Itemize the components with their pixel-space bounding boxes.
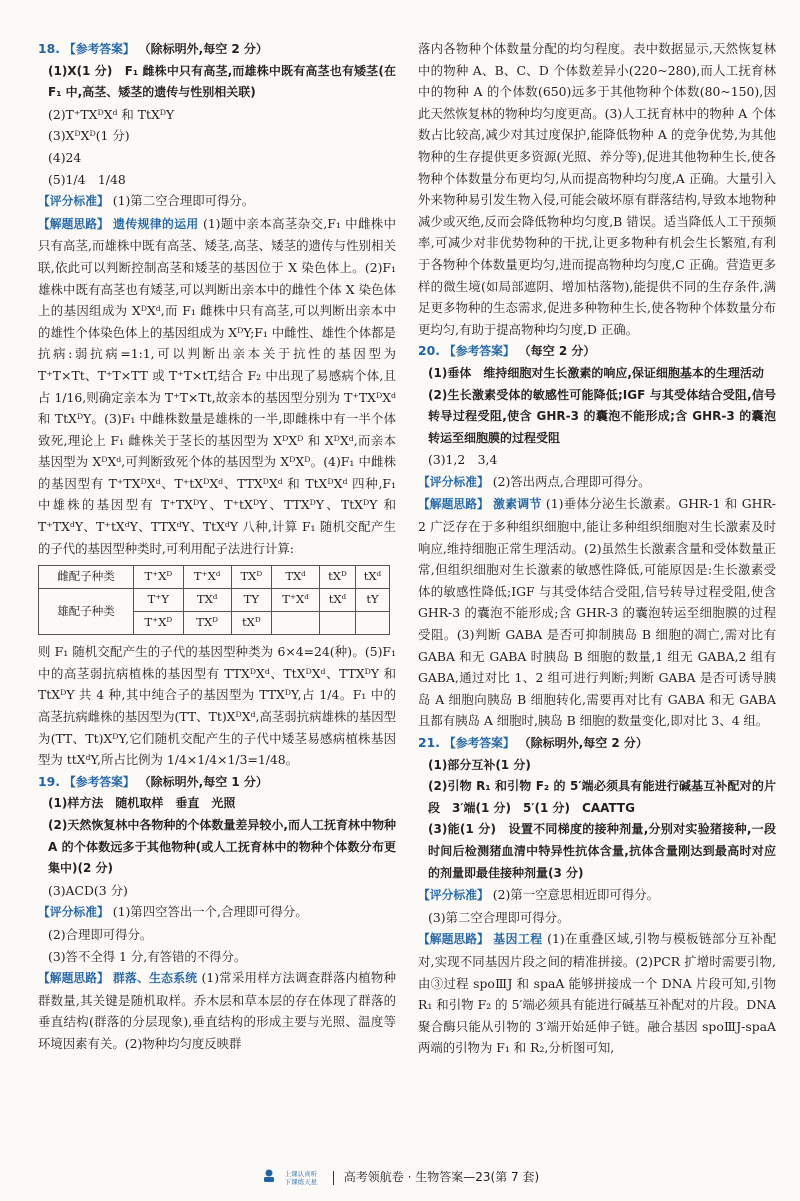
question-number: 19. — [38, 773, 60, 789]
solution-approach — [38, 213, 396, 560]
table-cell: TXᵈ — [272, 566, 320, 589]
solution-tag: 【解题思路】 — [418, 497, 489, 512]
question-number: 18. — [38, 41, 60, 56]
brand-logo-icon — [261, 1168, 277, 1187]
footer-divider — [333, 1171, 334, 1185]
topic-keyword: 群落、生态系统 — [112, 971, 198, 986]
score-note: （除标明外,每空 1 分） — [138, 774, 268, 789]
table-cell — [355, 612, 389, 635]
solution-approach — [38, 967, 396, 1054]
table-cell: TXᴰ — [183, 612, 231, 635]
answer-line: (3)ACD(3 分) — [48, 882, 128, 898]
question-number: 21. — [418, 735, 440, 750]
topic-keyword: 遗传规律的运用 — [113, 216, 199, 231]
right-column — [418, 38, 776, 1059]
scoring-standard — [38, 190, 396, 213]
answer-line: (3)XᴰXᴰ(1 分) — [48, 128, 130, 144]
answer-line: (1)垂体 维持细胞对生长激素的响应,保证细胞基本的生理活动 — [428, 365, 764, 380]
answer-line: (1)X(1 分) F₁ 雌株中只有高茎,而雄株中既有高茎也有矮茎(在 F₁ 中,高茎、矮茎的遗传与性别相关联) — [48, 63, 396, 100]
score-note: （除标明外,每空 2 分） — [138, 42, 268, 56]
table-cell: tXᴰ — [320, 566, 356, 589]
q20-header — [418, 340, 776, 363]
q21-header — [418, 732, 776, 755]
answer-line: (2)引物 R₁ 和引物 F₂ 的 5′端必须具有能进行碱基互补配对的片段 3′端(1 分) 5′(1 分) CAATTG — [428, 779, 776, 815]
scoring-text: (2)合理即可得分。 — [48, 926, 153, 942]
reference-answer-tag: 【参考答案】 — [443, 344, 515, 359]
table-cell — [320, 612, 356, 635]
answer-line: (3)能(1 分) 设置不同梯度的接种剂量,分别对实验猪接种,一段时间后检测猪血清中特异性抗体含量,抗体含量刚达到最高时对应的剂量即最佳接种剂量(3 分) — [428, 822, 776, 880]
table-cell: TXᴰ — [231, 566, 272, 589]
solution-text-cont: 则 F₁ 随机交配产生的子代的基因型种类为 6×4=24(种)。(5)F₁ 中的高茎弱抗病植株的基因型有 TTXᴰXᵈ、TtXᴰXᵈ、TTXᴰY 和 TtXᴰY 共 4 种,其中纯合子的基因型为 TTXᴰY,占 1/4。F₁ 中的高茎抗病雌株的基因型为(TT、Tt)XᴰXᵈ,高茎弱抗病雄株的基因型为(TT、Tt)XᴰY,它们随机交配产生的子代中矮茎易感病植株基因型为 ttXᵈY,所占比例为 1/4×1/4×1/3=1/48。 — [38, 644, 396, 768]
topic-keyword: 基因工程 — [493, 932, 543, 947]
left-column — [38, 38, 396, 1055]
reference-answer-tag: 【参考答案】 — [63, 42, 135, 56]
scoring-text: (3)第二空合理即可得分。 — [428, 909, 570, 925]
table-cell: tY — [355, 589, 389, 612]
answer-line: (1)部分互补(1 分) — [428, 757, 531, 772]
scoring-tag: 【评分标准】 — [38, 905, 109, 920]
answer-line: (1)样方法 随机取样 垂直 光照 — [48, 796, 236, 811]
slogan-line: 下课练天星 — [284, 1177, 318, 1186]
solution-text: (1)常采用样方法调查群落内植物种群数量,其关键是随机取样。乔木层和草本层的存在体现了群落的垂直结构(群落的分层现象),垂直结构的形成主要与光照、温度等环境因素有关。(2)物种均匀度反映群 — [38, 970, 396, 1051]
solution-text: (1)垂体分泌生长激素。GHR-1 和 GHR-2 广泛存在于多种组织细胞中,能让多种组织细胞对生长激素及时响应,维持细胞正常生理活动。(2)虽然生长激素含量和受体数量正常,但组织细胞对生长激素的敏感性降低,可能原因是:生长激素受体的敏感性降低;IGF 与其受体结合受阻,信号转导过程受阻,使含 GHR-3 的囊泡不能形成;含 GHR-3 的囊泡转运至细胞膜的过程受阻。(3)判断 GABA 是否可抑制胰岛 B 细胞的凋亡,需对比有 GABA 和无 GABA 时胰岛 B 细胞的数量,1 组无 GABA,2 组有 GABA,通过对比 1、2 组可进行判断;判断 GABA 是否可诱导胰岛 A 细胞向胰岛 B 细胞转化,需要再对比有 GABA 和无 GABA 且都有胰岛 A 细胞时,胰岛 B 细胞的数量变化,即对比 3、4 组。 — [418, 496, 776, 729]
answer-line: (5)1/4 1/48 — [48, 171, 126, 187]
score-note: （除标明外,每空 2 分） — [518, 736, 648, 750]
answer-line: (2)天然恢复林中各物种的个体数量差异较小,而人工抚育林中物种 A 的个体数远多于其他物种(或人工抚育林中的物种个体数分布更集中)(2 分) — [48, 818, 396, 876]
reference-answer-tag: 【参考答案】 — [443, 736, 515, 750]
scoring-tag: 【评分标准】 — [38, 194, 109, 209]
solution-tag: 【解题思路】 — [38, 216, 109, 231]
scoring-standard — [38, 901, 396, 924]
solution-text-cont: 落内各物种个体数量分配的均匀程度。表中数据显示,天然恢复林中的物种 A、B、C、D 个体数差异小(220~280),而人工抚育林中的物种 A 的个体数(650)远多于其他物种个体数(80~150),因此天然恢复林的物种均匀度更高。(3)人工抚育林中的物种 A 个体数占比较高,减少对其过度保护,能降低物种 A 的竞争优势,为其他物种的生存提供更多资源(光照、养分等),促进其他物种生长,使各物种个体数量分布更均匀,从而提高物种均匀度,A 正确。大量引入外来物种易引发生物入侵,可能会破坏原有群落结构,导致本地物种减少或灭绝,反而会降低物种均匀度,B 错误。适当降低人工干预频率,可减少对非优势物种的干扰,让更多物种有机会生长繁殖,有利于各物种个体数量更均匀,进而提高物种均匀度,C 正确。营造更多样的微生境(如局部遮阴、增加枯落物),能提供不同的生存条件,满足更多物种的生态需求,促进多种物种生长,使各物种个体数量分布更均匀,有助于提高物种均匀度,D 正确。 — [418, 41, 776, 337]
solution-tag: 【解题思路】 — [38, 971, 109, 986]
table-cell: T⁺Xᴰ — [133, 566, 183, 589]
slogan-line: 上课认真听 — [284, 1169, 318, 1178]
answer-line: (3)1,2 3,4 — [428, 452, 498, 468]
table-cell: TY — [231, 589, 272, 612]
solution-approach — [418, 928, 776, 1059]
scoring-text: (3)答不全得 1 分,有答错的不得分。 — [48, 948, 247, 964]
page-label: 生物答案—23(第 7 套) — [415, 1170, 540, 1184]
table-cell — [272, 612, 320, 635]
table-cell: tXᵈ — [355, 566, 389, 589]
solution-text: (1)在重叠区域,引物与模板链部分互补配对,实现不同基因片段之间的精准拼接。(2)PCR 扩增时需要引物,由③过程 spoⅢJ 和 spaA 能够拼接成一个 DNA 片段可知,引物 R₁ 和引物 F₂ 的 5′端必须具有能进行碱基互补配对的片段。DNA 聚合酶只能从引物的 3′端开始延伸子链。融合基因 spoⅢJ-spaA 两端的引物为 F₁ 和 R₂,分析图可知, — [418, 931, 776, 1056]
solution-tag: 【解题思路】 — [418, 932, 489, 947]
scoring-tag: 【评分标准】 — [418, 474, 489, 489]
table-cell: T⁺Xᵈ — [272, 589, 320, 612]
scoring-standard — [418, 884, 776, 907]
female-gamete-label: 雌配子种类 — [39, 566, 134, 589]
scoring-text: (2)第一空意思相近即可得分。 — [492, 887, 659, 903]
table-cell: T⁺Xᴰ — [133, 612, 183, 635]
reference-answer-tag: 【参考答案】 — [63, 774, 135, 789]
scoring-tag: 【评分标准】 — [418, 888, 489, 903]
question-number: 20. — [418, 343, 440, 359]
scoring-text: (2)答出两点,合理即可得分。 — [492, 473, 651, 489]
table-cell: T⁺Y — [133, 589, 183, 612]
table-cell: tXᵈ — [320, 589, 356, 612]
page-footer — [0, 1168, 800, 1187]
q18-header — [38, 38, 396, 61]
q19-header — [38, 771, 396, 794]
score-note: （每空 2 分） — [518, 344, 596, 359]
dot-separator: · — [407, 1170, 416, 1184]
scoring-text: (1)第二空合理即可得分。 — [112, 193, 255, 209]
scoring-standard — [418, 471, 776, 494]
solution-text: (1)题中亲本高茎杂交,F₁ 中雌株中只有高茎,而雄株中既有高茎、矮茎,高茎、矮茎的遗传与性别相关联,依此可以判断控制高茎和矮茎的基因位于 X 染色体上。(2)F₁ 雄株中既有高茎也有矮茎,可以判断出亲本中的雌性个体 X 染色体上的基因组成为 XᴰXᵈ,而 F₁ 雌株中只有高茎,可以判断出亲本中的雄性个体染色体上的基因组成为 XᴰY;F₁ 中雌性、雄性个体都是抗病:弱抗病=1:1,可以判断出亲本关于抗性的基因型为 T⁺T×Tt、T⁺T×TT 或 T⁺T×tT,结合 F₂ 中出现了易感病个体,且占 1/16,则确定亲本为 T⁺T×Tt,故亲本的基因型分别为 T⁺TXᴰXᵈ 和 TtXᴰY。(3)F₁ 中雌株数量是雄株的一半,即雌株中有一半个体致死,理论上 F₁ 雌株关于茎长的基因型为 XᴰXᴰ 和 XᴰXᵈ,而亲本基因型为 XᴰXᵈ,可判断致死个体的基因型为 XᴰXᴰ。(4)F₁ 中雌株的基因型有 T⁺TXᴰXᵈ、T⁺tXᴰXᵈ、TTXᴰXᵈ 和 TtXᴰXᵈ 四种,F₁ 中雄株的基因型有 T⁺TXᴰY、T⁺tXᴰY、TTXᴰY、TtXᴰY 和 T⁺TXᵈY、T⁺tXᵈY、TTXᵈY、TtXᵈY 八种,计算 F₁ 随机交配产生的子代的基因型种类时,可利用配子法进行计算: — [38, 215, 396, 556]
book-title: 高考领航卷 — [343, 1170, 404, 1184]
answer-line: (2)T⁺TXᴰXᵈ 和 TtXᴰY — [48, 106, 175, 122]
gamete-table — [38, 565, 390, 635]
answer-line: (4)24 — [48, 149, 82, 165]
male-gamete-label: 雄配子种类 — [39, 589, 134, 635]
answer-line: (2)生长激素受体的敏感性可能降低;IGF 与其受体结合受阻,信号转导过程受阻,使含 GHR-3 的囊泡不能形成;含 GHR-3 的囊泡转运至细胞膜的过程受阻 — [428, 387, 776, 445]
table-cell: T⁺Xᵈ — [183, 566, 231, 589]
brand-slogan — [285, 1170, 318, 1186]
topic-keyword: 激素调节 — [493, 497, 542, 512]
table-cell: tXᴰ — [231, 612, 272, 635]
table-cell: TXᵈ — [183, 589, 231, 612]
solution-approach — [418, 493, 776, 732]
scoring-text: (1)第四空答出一个,合理即可得分。 — [112, 904, 308, 920]
